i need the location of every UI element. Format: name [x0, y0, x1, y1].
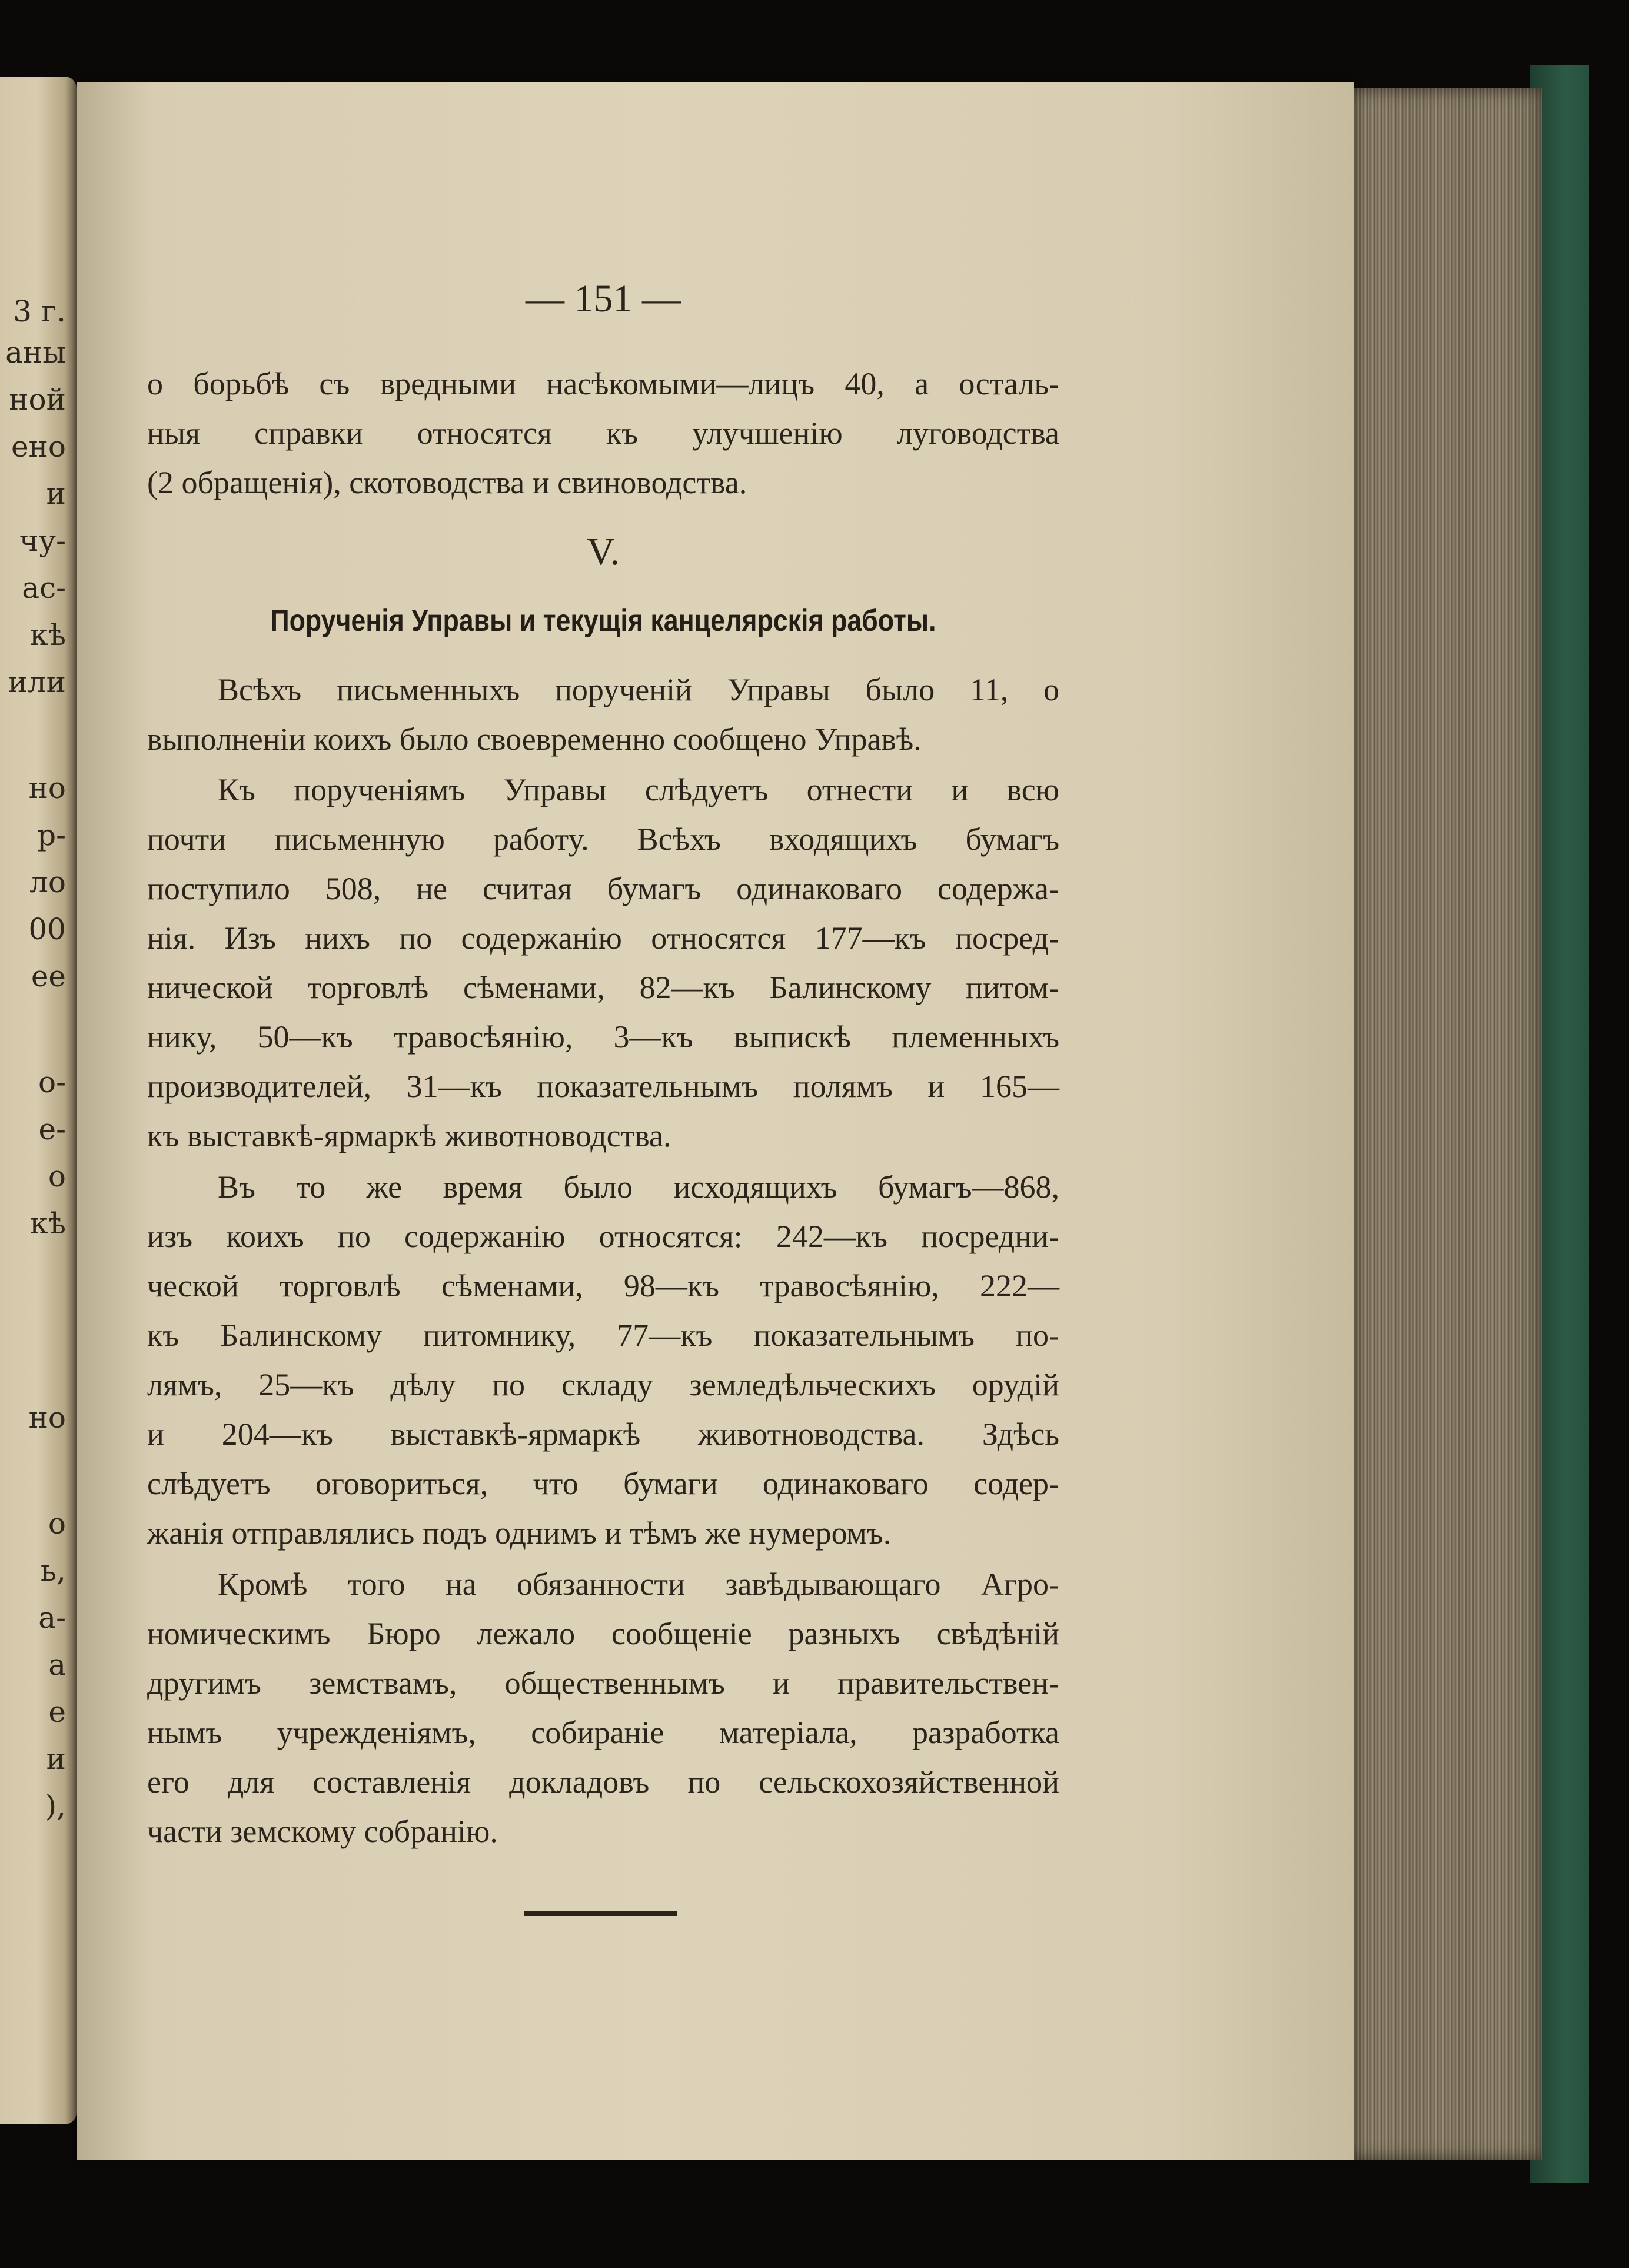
left-page-edge [0, 77, 77, 2124]
left-page-fragment: ь, [40, 1554, 66, 1588]
left-page-fragment: ло [29, 865, 66, 899]
left-page-fragment: ной [9, 383, 66, 417]
left-page-fragment: р- [37, 818, 66, 852]
text-line: нику, 50—къ травосѣянію, 3—къ выпискѣ племенныхъ [147, 1019, 1059, 1055]
left-page-fragment: е- [38, 1112, 66, 1146]
background-edge [1589, 0, 1629, 2268]
text-line: другимъ земствамъ, общественнымъ и правительствен- [147, 1665, 1059, 1701]
left-page-fragment: 3 г. [13, 294, 66, 328]
left-page-fragment: но [28, 1401, 66, 1435]
left-page-fragment: и [46, 477, 66, 511]
page-number: — 151 — [526, 277, 681, 320]
text-line: номическимъ Бюро лежало сообщеніе разныхъ свѣдѣній [147, 1616, 1059, 1651]
text-line: части земскому собранію. [147, 1814, 498, 1849]
text-line: (2 обращенія), скотоводства и свиноводства. [147, 465, 747, 500]
text-line: слѣдуетъ оговориться, что бумаги одинаковаго содер- [147, 1466, 1059, 1501]
left-page-fragment: и [46, 1742, 66, 1776]
text-line: къ выставкѣ-ярмаркѣ животноводства. [147, 1118, 671, 1153]
left-page-fragment: ), [45, 1789, 66, 1823]
left-page-fragment: а- [38, 1601, 66, 1635]
text-line: нія. Изъ нихъ по содержанію относятся 177—къ посред- [147, 920, 1059, 956]
text-line: производителей, 31—къ показательнымъ полямъ и 165— [147, 1069, 1059, 1104]
text-line: жанія отправлялись подъ однимъ и тѣмъ же нумеромъ. [147, 1515, 892, 1551]
left-page-fragment: ено [11, 430, 66, 464]
text-line: ныя справки относятся къ улучшенію луговодства [147, 415, 1059, 451]
text-line: нической торговлѣ сѣменами, 82—къ Балинскому питом- [147, 970, 1059, 1005]
left-page-fragment: но [28, 771, 66, 805]
left-page-fragment: о [48, 1507, 66, 1541]
left-page-fragment: чу- [19, 524, 66, 558]
left-page-fragment: 00 [28, 912, 66, 946]
text-line: почти письменную работу. Всѣхъ входящихъ бумагъ [147, 822, 1059, 857]
left-page-fragment: или [8, 665, 66, 699]
text-line: его для составленія докладовъ по сельскохозяйственной [147, 1764, 1059, 1800]
text-line: о борьбѣ съ вредными насѣкомыми—лицъ 40, а осталь- [147, 366, 1059, 401]
text-line: выполненіи коихъ было своевременно сообщено Управѣ. [147, 721, 922, 757]
text-line: Въ то же время было исходящихъ бумагъ—868, [218, 1169, 1059, 1205]
left-page-fragment: о- [38, 1065, 66, 1099]
left-page-fragment: о [48, 1159, 66, 1193]
text-line: Къ порученіямъ Управы слѣдуетъ отнести и всю [218, 772, 1059, 807]
left-page-fragment: кѣ [29, 1206, 66, 1241]
text-line: нымъ учрежденіямъ, собираніе матеріала, разработка [147, 1715, 1059, 1750]
left-page-fragment: ее [31, 959, 66, 993]
text-line: ческой торговлѣ сѣменами, 98—къ травосѣянію, 222— [147, 1268, 1059, 1303]
text-line: поступило 508, не считая бумагъ одинаковаго содержа- [147, 871, 1059, 906]
text-line: Всѣхъ письменныхъ порученій Управы было 11, о [218, 672, 1059, 707]
text-line: изъ коихъ по содержанію относятся: 242—къ посредни- [147, 1219, 1059, 1254]
text-line: и 204—къ выставкѣ-ярмаркѣ животноводства. Здѣсь [147, 1416, 1059, 1452]
page-stack [1348, 88, 1542, 2160]
text-line: лямъ, 25—къ дѣлу по складу земледѣльческихъ орудій [147, 1367, 1059, 1402]
text-line: Кромѣ того на обязанности завѣдывающаго Агро- [218, 1567, 1059, 1602]
section-heading: Порученія Управы и текущія канцелярскія работы. [270, 604, 936, 638]
left-page-fragment: е [48, 1695, 66, 1729]
left-page-fragment: кѣ [29, 618, 66, 652]
left-page-fragment: аны [5, 335, 66, 370]
left-page-fragment: ас- [22, 571, 66, 605]
end-rule [524, 1911, 677, 1916]
text-line: къ Балинскому питомнику, 77—къ показательнымъ по- [147, 1318, 1059, 1353]
left-page-fragment: а [48, 1648, 66, 1682]
section-number: V. [587, 530, 620, 573]
